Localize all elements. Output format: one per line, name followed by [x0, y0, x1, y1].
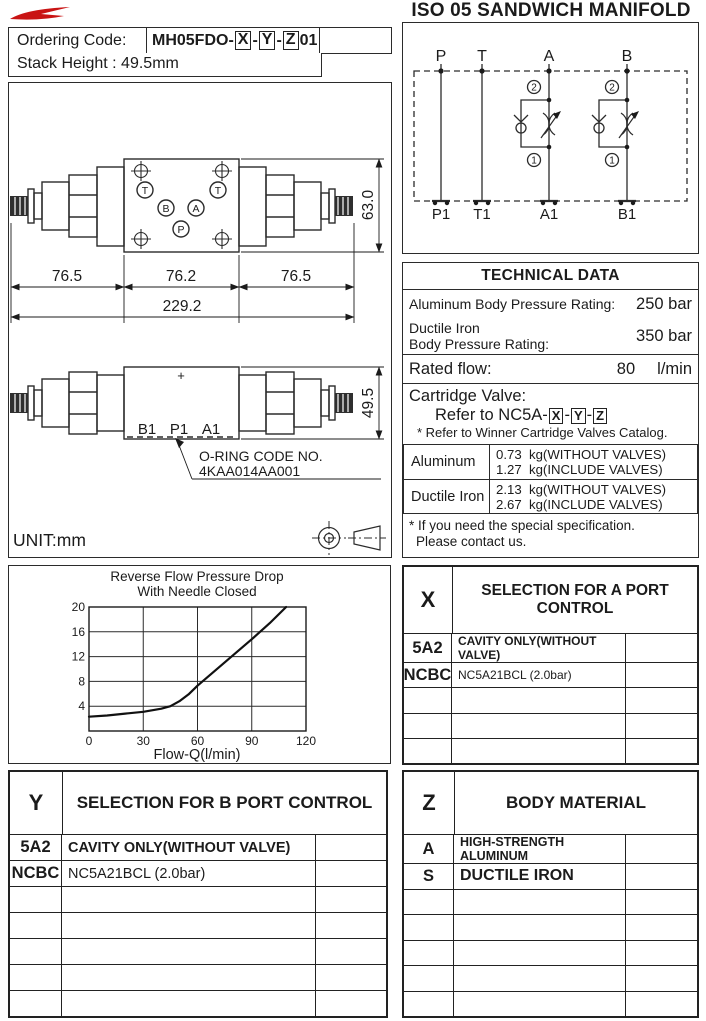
special-spec-footnote — [403, 514, 698, 549]
dim-height-495-label: 49.5 — [360, 387, 377, 419]
footnote-line2: Please contact us. — [416, 533, 527, 549]
cartridge-valve-block — [403, 383, 698, 444]
dim-total-label: 229.2 — [162, 298, 202, 315]
option-code: 5A2 — [10, 835, 62, 860]
ordering-code-z-box: Z — [283, 31, 299, 50]
footnote-line1: * If you need the special specification. — [409, 518, 635, 533]
pressure-rating-ductile-label — [409, 320, 636, 352]
option-desc: DUCTILE IRON — [454, 864, 626, 889]
pressure-rating-ductile-row — [403, 318, 698, 354]
schematic-port-t1-label: T1 — [473, 206, 491, 223]
cartridge-valve-line2: Refer to NC5A- X - Y - Z — [409, 406, 692, 425]
selection-x-title: SELECTION FOR A PORT CONTROL — [481, 582, 669, 617]
cartridge-z-box: Z — [593, 408, 607, 424]
weight-material-aluminum: Aluminum — [404, 445, 490, 479]
ordering-code-x-box: X — [235, 31, 252, 50]
selection-z-title: BODY MATERIAL — [505, 793, 647, 812]
table-row — [10, 835, 386, 860]
option-desc: NC5A21BCL (2.0bar) — [62, 861, 316, 886]
cartridge-y-box: Y — [571, 408, 586, 424]
weight-ductile-line2: 2.67 kg(INCLUDE VALVES) — [496, 496, 663, 512]
ordering-code-suffix: 01 — [299, 31, 318, 49]
selection-y-title: SELECTION FOR B PORT CONTROL — [76, 793, 373, 812]
option-desc: CAVITY ONLY(WITHOUT VALVE) — [452, 634, 626, 662]
front-view-center-mark: + — [177, 368, 185, 383]
pressure-rating-ductile-value: 350 bar — [636, 326, 692, 345]
option-extra-cell — [626, 864, 697, 889]
top-view-port-a: A — [192, 203, 200, 215]
top-view-thread-tips — [10, 196, 353, 216]
front-view-port-b1: B1 — [137, 421, 157, 438]
front-view-port-p1: P1 — [169, 421, 189, 438]
oring-note-line2: 4KAA014AA001 — [199, 463, 301, 479]
table-row-empty — [404, 914, 697, 940]
ordering-code-prefix: MH05FDO- — [152, 31, 234, 49]
table-row-empty — [404, 965, 697, 991]
option-extra-cell — [316, 835, 386, 860]
front-view-port-a1: A1 — [201, 421, 221, 438]
table-row-empty — [10, 964, 386, 990]
chart-y-tick: 4 — [78, 699, 85, 714]
dim-right-label: 76.5 — [280, 268, 312, 285]
dimensional-drawing-panel — [8, 82, 392, 558]
chart-x-tick: 30 — [136, 734, 150, 748]
option-extra-cell — [316, 861, 386, 886]
chart-title: Reverse Flow Pressure Drop — [110, 569, 284, 584]
table-row-empty — [10, 886, 386, 912]
schematic-boundary-dashed-box — [414, 71, 687, 201]
cartridge-valve-line1: Cartridge Valve: — [409, 387, 527, 405]
weight-row-aluminum — [404, 445, 697, 479]
chart-x-tick: 120 — [295, 734, 317, 748]
ordering-code-y-box: Y — [259, 31, 276, 50]
cartridge-valve-note: * Refer to Winner Cartridge Valves Catalog. — [417, 425, 668, 440]
table-row-empty — [10, 990, 386, 1016]
option-code: NCBC — [10, 861, 62, 886]
projection-symbol-icon — [312, 521, 386, 555]
table-row-empty — [404, 940, 697, 966]
table-row — [404, 835, 697, 863]
table-row-empty — [10, 938, 386, 964]
weight-ductile-line1: 2.13 kg(WITHOUT VALVES) — [496, 481, 667, 497]
table-row-empty — [404, 738, 697, 763]
technical-data-header: TECHNICAL DATA — [403, 263, 698, 290]
weight-aluminum-line1: 0.73 kg(WITHOUT VALVES) — [496, 447, 667, 462]
table-row — [10, 860, 386, 886]
top-view-drawing — [28, 159, 335, 252]
selection-z-table — [402, 770, 699, 1018]
option-extra-cell — [626, 663, 697, 687]
table-row — [404, 863, 697, 889]
top-view-port-b: B — [162, 203, 170, 215]
schematic-port-a1-label: A1 — [539, 206, 559, 223]
table-row-empty — [404, 713, 697, 738]
ordering-code-empty-cell — [320, 28, 391, 53]
chart-y-tick: 20 — [71, 600, 85, 614]
option-extra-cell — [626, 835, 697, 863]
b-port-bypass-branch — [599, 100, 627, 147]
pressure-rating-ductile-label-line1: Ductile Iron — [409, 320, 480, 336]
top-view-port-p: P — [177, 224, 185, 236]
ordering-code-label: Ordering Code: — [9, 28, 147, 53]
top-view-port-t-right: T — [214, 185, 222, 197]
dim-center-label: 76.2 — [165, 268, 197, 285]
schematic-port-p1-label: P1 — [431, 206, 451, 223]
table-row-empty — [404, 889, 697, 915]
dimensional-drawing — [9, 83, 390, 556]
option-code: S — [404, 864, 454, 889]
hydraulic-schematic-panel — [402, 22, 699, 254]
hydraulic-schematic-drawing — [403, 23, 697, 252]
pressure-drop-chart-svg — [9, 566, 389, 762]
unit-note: UNIT:mm — [13, 530, 86, 550]
option-desc: NC5A21BCL (2.0bar) — [452, 663, 626, 687]
schematic-port-a-label: A — [543, 48, 555, 65]
pressure-rating-aluminum-row — [403, 290, 698, 318]
a-item-1-number: 1 — [531, 155, 537, 167]
weight-material-ductile: Ductile Iron — [404, 480, 490, 513]
schematic-port-b1-label: B1 — [617, 206, 637, 223]
weight-aluminum-line2: 1.27 kg(INCLUDE VALVES) — [496, 462, 663, 477]
option-code: 5A2 — [404, 634, 452, 662]
page-title: ISO 05 SANDWICH MANIFOLD — [411, 0, 691, 21]
table-row — [404, 662, 697, 687]
technical-data-panel — [402, 262, 699, 558]
chart-y-tick: 16 — [71, 624, 85, 639]
cartridge-refer-prefix: Refer to NC5A- — [435, 406, 548, 424]
chart-y-tick: 12 — [71, 649, 85, 664]
chart-x-axis-label: Flow-Q(l/min) — [153, 747, 241, 762]
chart-x-tick: 0 — [85, 734, 93, 748]
dim-left-label: 76.5 — [51, 268, 83, 285]
dim-height-63-label: 63.0 — [360, 189, 377, 221]
rated-flow-value: 80 — [616, 359, 636, 378]
rated-flow-unit: l/min — [657, 359, 692, 378]
rated-flow-label: Rated flow: — [409, 360, 492, 378]
rated-flow-row — [403, 354, 698, 383]
schematic-port-p-label: P — [435, 48, 447, 65]
stack-height-row: Stack Height : 49.5mm — [8, 53, 322, 77]
chart-series-reverse-flow-pressure-drop — [89, 607, 286, 717]
weight-table — [403, 444, 698, 514]
chart-y-tick: 8 — [78, 674, 85, 689]
table-row — [404, 634, 697, 662]
b-item-2-number: 2 — [609, 82, 615, 94]
table-row-empty — [10, 912, 386, 938]
table-row-empty — [404, 687, 697, 712]
ordering-code-row — [8, 27, 392, 54]
brand-logo-icon — [8, 4, 78, 22]
option-extra-cell — [626, 634, 697, 662]
selection-y-table — [8, 770, 388, 1018]
schematic-port-t-label: T — [477, 48, 487, 65]
option-desc: CAVITY ONLY(WITHOUT VALVE) — [62, 835, 316, 860]
front-view-thread-tips — [10, 393, 353, 413]
schematic-port-b-label: B — [621, 48, 633, 65]
cartridge-x-box: X — [549, 408, 564, 424]
pressure-rating-aluminum-label: Aluminum Body Pressure Rating: — [409, 296, 616, 312]
weight-row-ductile — [404, 479, 697, 513]
b-item-1-number: 1 — [609, 155, 615, 167]
chart-x-tick: 90 — [245, 734, 259, 748]
oring-note-line1: O-RING CODE NO. — [199, 448, 323, 464]
pressure-rating-ductile-label-line2: Body Pressure Rating: — [409, 336, 550, 352]
option-code: NCBC — [404, 663, 452, 687]
a-port-bypass-branch — [521, 100, 549, 147]
pressure-rating-aluminum-value: 250 bar — [636, 294, 692, 313]
a-item-2-number: 2 — [531, 82, 537, 94]
selection-x-code: X — [404, 567, 453, 633]
top-view-port-t-left: T — [141, 185, 149, 197]
chart-x-tick: 60 — [190, 734, 205, 748]
table-row-empty — [404, 991, 697, 1017]
ordering-code-value: MH05FDO- X - Y - Z 01 — [147, 28, 320, 53]
selection-z-code: Z — [404, 772, 455, 834]
selection-x-table — [402, 565, 699, 765]
option-code: A — [404, 835, 454, 863]
selection-y-code: Y — [10, 772, 63, 834]
pressure-drop-chart-panel — [8, 565, 391, 764]
chart-subtitle: With Needle Closed — [137, 584, 257, 599]
option-desc: HIGH-STRENGTH ALUMINUM — [454, 835, 626, 863]
